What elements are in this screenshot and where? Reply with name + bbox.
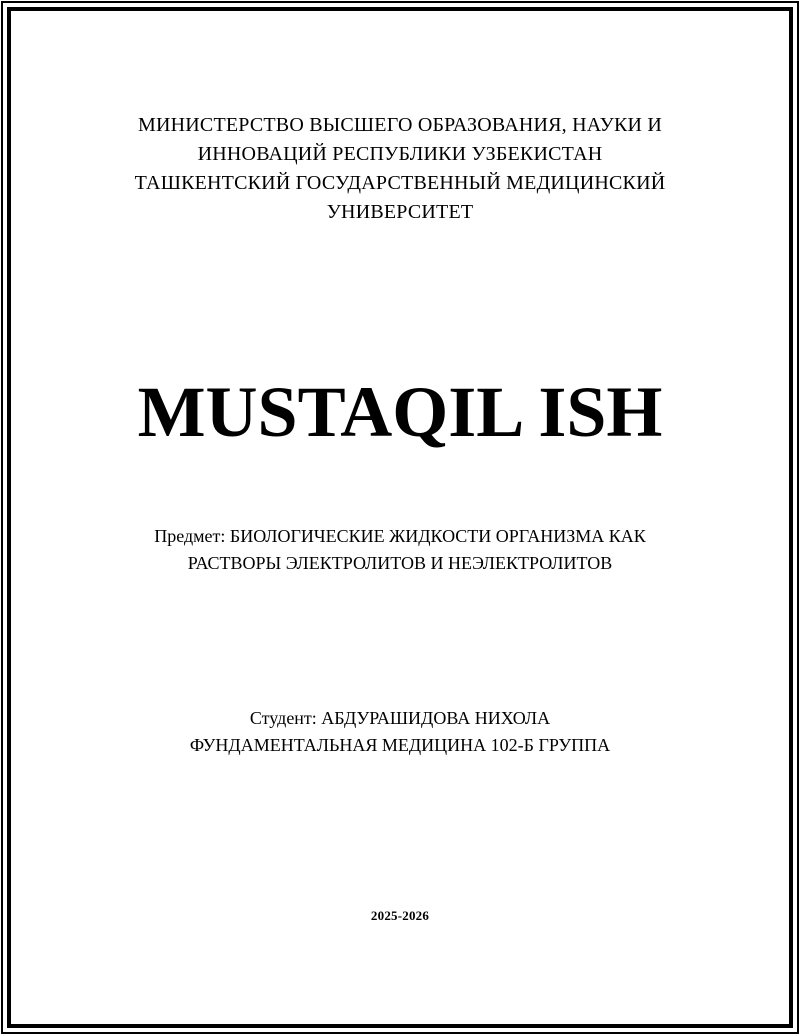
ministry-header-line-3: ТАШКЕНТСКИЙ ГОСУДАРСТВЕННЫЙ МЕДИЦИНСКИЙ bbox=[134, 172, 666, 194]
student-line-2: ФУНДАМЕНТАЛЬНАЯ МЕДИЦИНА 102-Б ГРУППА bbox=[189, 735, 611, 755]
ministry-header-line-1: МИНИСТЕРСТВО ВЫСШЕГО ОБРАЗОВАНИЯ, НАУКИ И bbox=[138, 114, 662, 136]
student-block bbox=[70, 705, 730, 759]
academic-year: 2025-2026 bbox=[370, 908, 430, 923]
ministry-header-line-4: УНИВЕРСИТЕТ bbox=[326, 201, 474, 223]
ministry-header-line-2: ИННОВАЦИЙ РЕСПУБЛИКИ УЗБЕКИСТАН bbox=[197, 143, 603, 165]
document-title: MUSTAQIL ISH bbox=[137, 372, 663, 452]
subject-block bbox=[70, 523, 730, 577]
ministry-header bbox=[60, 111, 740, 227]
subject-line-2: РАСТВОРЫ ЭЛЕКТРОЛИТОВ И НЕЭЛЕКТРОЛИТОВ bbox=[187, 553, 613, 573]
student-line-1: Студент: АБДУРАШИДОВА НИХОЛА bbox=[249, 708, 551, 728]
subject-line-1: Предмет: БИОЛОГИЧЕСКИЕ ЖИДКОСТИ ОРГАНИЗМА КАК bbox=[154, 526, 646, 546]
